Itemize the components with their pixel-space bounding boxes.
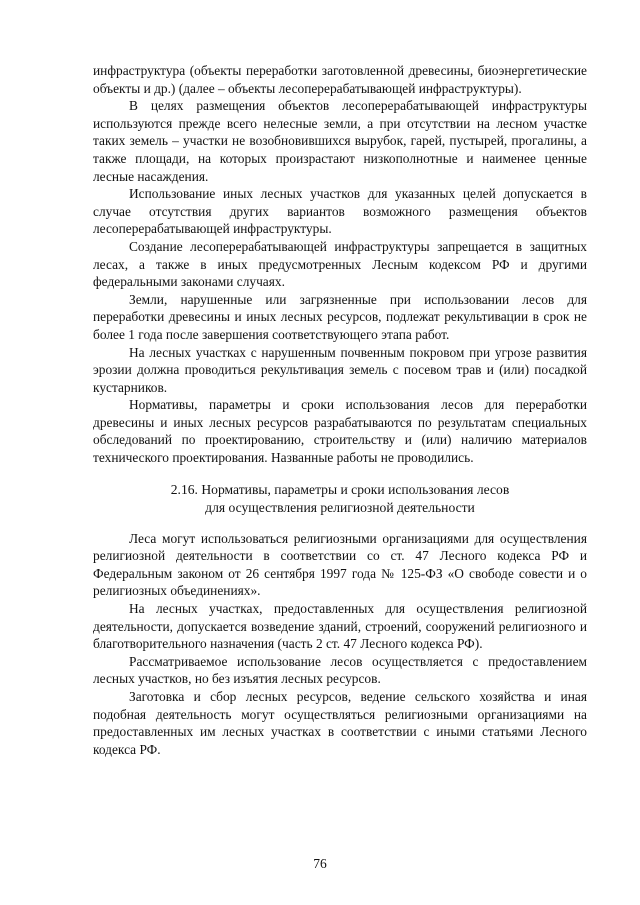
paragraph-erosion: На лесных участках с нарушенным почвенным покровом при угрозе развития эрозии должна проводиться рекультивация земель с посевом трав и (или) посадкой кустарников.: [93, 344, 587, 395]
paragraph-no-withdrawal: Рассматриваемое использование лесов осуществляется с предоставлением лесных участков, но без изъятия лесных ресурсов.: [93, 653, 587, 687]
paragraph-prohibition: Создание лесоперерабатывающей инфраструктуры запрещается в защитных лесах, а также в иных предусмотренных Лесным кодексом РФ и другими федеральными законами случаях.: [93, 238, 587, 290]
paragraph-religious-use: Леса могут использоваться религиозными организациями для осуществления религиозной деятельности в соответствии со ст. 47 Лесного кодекса РФ и Федеральным законом от 26 сентября 1997 года № 125-ФЗ «О свободе совести и о религиозных объединениях».: [93, 530, 587, 599]
section-heading-line-1: 2.16. Нормативы, параметры и сроки использования лесов: [170, 481, 510, 497]
paragraph-construction: На лесных участках, предоставленных для осуществления религиозной деятельности, допускается возведение зданий, строений, сооружений религиозного и благотворительного назначения (часть 2 ст. 47 Лесного кодекса РФ).: [93, 601, 587, 652]
paragraph-recultivation-term: Земли, нарушенные или загрязненные при использовании лесов для переработки древесины и иных лесных ресурсов, подлежат рекультивации в срок не более 1 года после завершения соответствующего этапа работ.: [93, 291, 587, 342]
page-content: [93, 62, 587, 758]
paragraph-placement-priority: В целях размещения объектов лесоперерабатывающей инфраструктуры используются прежде всего нелесные земли, а при отсутствии на лесном участке таких земель – участки не возобновившихся вырубок, гарей, пустырей, прогалины, а также площади, на которых произрастают низкополнотные и наименее ценные лесные насаждения.: [93, 98, 587, 184]
paragraph-norms: Нормативы, параметры и сроки использования лесов для переработки древесины и иных лесных ресурсов разрабатываются по результатам специальных обследований по проектированию, строительству и (или) наличию материалов технического проектирования. Названные работы не проводились.: [93, 397, 587, 466]
paragraph-other-activities: Заготовка и сбор лесных ресурсов, ведение сельского хозяйства и иная подобная деятельность могут осуществляться религиозными организациями на предоставленных им лесных участках в соответствии с иными статьями Лесного кодекса РФ.: [93, 689, 587, 757]
paragraph-other-plots: Использование иных лесных участков для указанных целей допускается в случае отсутствия других вариантов возможного размещения объектов лесоперерабатывающей инфраструктуры.: [93, 186, 587, 237]
page-number: 76: [313, 856, 327, 871]
paragraph-continuation: инфраструктура (объекты переработки заготовленной древесины, биоэнергетические объекты и др.) (далее – объекты лесоперерабатывающей инфраструктуры).: [93, 63, 587, 96]
section-heading-line-2: для осуществления религиозной деятельности: [205, 499, 475, 515]
section-heading: [93, 481, 587, 517]
